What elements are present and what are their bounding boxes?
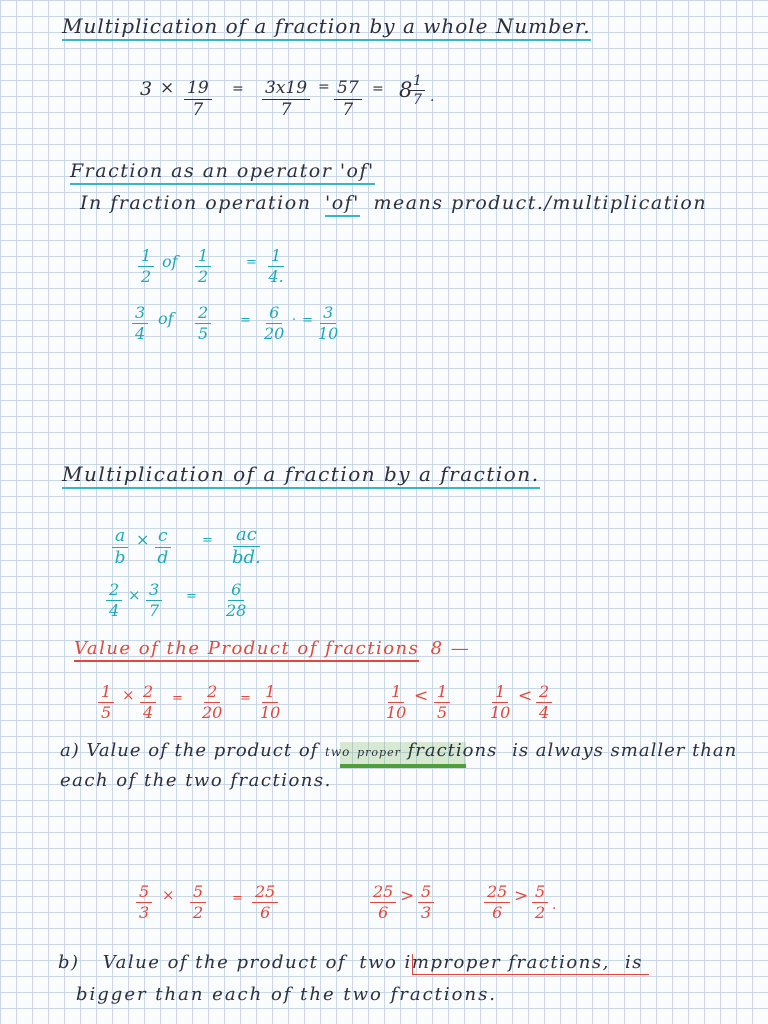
point-a-prefix: a) Value of the product of xyxy=(60,740,319,761)
period: . xyxy=(552,897,557,913)
fraction-25-6: $\frac{25}{6}$ xyxy=(252,884,278,921)
fraction-2-20: $\frac{2}{20}$ xyxy=(202,682,223,722)
fraction-3x19-7: $\frac{3x19}{7}$ xyxy=(262,80,310,119)
of-meaning-line xyxy=(80,192,707,214)
fraction-2-4: $\frac{2}{4}$ xyxy=(106,582,122,619)
fraction-1-5: $\frac{1}{5}$ xyxy=(98,684,114,721)
highlight-two: two xyxy=(325,745,351,759)
greater-than-sign: > xyxy=(400,886,415,906)
equals-sign: = xyxy=(240,313,251,328)
fraction-1-2: $\frac{1}{2}$ xyxy=(138,248,154,285)
section-title-value-of-product xyxy=(74,638,470,659)
point-b-label: b) xyxy=(58,952,80,973)
point-a-suffix: is always smaller than xyxy=(512,740,738,761)
point-a-line-2: each of the two fractions. xyxy=(60,770,332,791)
fraction-6-28: $\frac{6}{28}$ xyxy=(226,580,247,620)
fraction-6-20: $\frac{6}{20}$ xyxy=(264,303,285,343)
mixed-fraction-1-7: $\frac{1}{7}$ xyxy=(410,74,425,107)
of-meaning-end: means product./multiplication xyxy=(373,192,708,214)
whole-number: 3 xyxy=(140,78,153,100)
fraction-1-10: $\frac{1}{10}$ xyxy=(386,682,407,722)
fraction-3-4: $\frac{3}{4}$ xyxy=(132,305,148,342)
fraction-2-4: $\frac{2}{4}$ xyxy=(536,684,552,721)
fraction-3-7: $\frac{3}{7}$ xyxy=(146,582,162,619)
times-sign: × xyxy=(136,530,150,549)
equals-sign: = xyxy=(246,255,257,270)
fraction-a-b: $\frac{a}{b}$ xyxy=(112,528,128,567)
value-product-heading: Value of the Product of fractions xyxy=(74,638,419,662)
of-keyword: 'of' xyxy=(325,192,360,217)
of-meaning-start: In fraction operation xyxy=(80,192,312,214)
times-sign: × xyxy=(160,78,175,98)
greater-than-sign: > xyxy=(514,886,529,906)
fraction-5-2: $\frac{5}{2}$ xyxy=(532,884,548,921)
fraction-3-10: $\frac{3}{10}$ xyxy=(318,303,339,343)
fraction-57-7: $\frac{57}{7}$ xyxy=(334,80,362,119)
fraction-ac-bd: $\frac{ac}{bd.}$ xyxy=(232,524,261,568)
equals-sign: = xyxy=(172,691,183,706)
point-a-line-1 xyxy=(60,740,737,761)
point-b-suffix: is xyxy=(625,952,644,973)
point-b-line-2: bigger than each of the two fractions. xyxy=(76,984,498,1005)
fraction-2-4: $\frac{2}{4}$ xyxy=(140,684,156,721)
fraction-5-3: $\frac{5}{3}$ xyxy=(136,884,152,921)
fraction-1-5: $\frac{1}{5}$ xyxy=(434,684,450,721)
equals-sign: = xyxy=(202,533,213,548)
equals-sign: = xyxy=(186,589,197,604)
point-b-prefix: Value of the product of xyxy=(102,952,347,973)
fraction-25-6: $\frac{25}{6}$ xyxy=(484,884,510,921)
fraction-2-5: $\frac{2}{5}$ xyxy=(195,305,211,342)
equals-sign: = xyxy=(372,81,384,97)
mixed-whole: 8 xyxy=(399,78,413,102)
point-b-line-1 xyxy=(58,952,643,973)
times-sign: × xyxy=(162,886,175,904)
of-word: of xyxy=(158,309,174,328)
highlight-fractions: fractions xyxy=(407,740,498,761)
fraction-25-6: $\frac{25}{6}$ xyxy=(370,884,396,921)
section-title-operator-of: Fraction as an operator 'of' xyxy=(70,160,375,185)
equals-sign: = xyxy=(240,691,251,706)
equals-sign: = xyxy=(318,79,330,95)
period: . xyxy=(292,309,297,324)
heading-suffix: 8 — xyxy=(430,638,471,659)
fraction-19-7: $\frac{19}{7}$ xyxy=(184,80,212,119)
times-sign: × xyxy=(122,686,135,704)
equals-sign: = xyxy=(232,891,243,906)
fraction-1-10: $\frac{1}{10}$ xyxy=(260,682,281,722)
fraction-1-10: $\frac{1}{10}$ xyxy=(490,682,511,722)
fraction-5-3: $\frac{5}{3}$ xyxy=(418,884,434,921)
fraction-1-4: $\frac{1}{4.}$ xyxy=(268,246,284,286)
equals-sign: = xyxy=(302,313,313,328)
of-word: of xyxy=(162,252,178,271)
less-than-sign: < xyxy=(518,686,533,706)
fraction-1-2: $\frac{1}{2}$ xyxy=(195,248,211,285)
times-sign: × xyxy=(128,586,141,604)
highlight-proper: proper xyxy=(357,746,401,759)
section-title-fraction-by-fraction: Multiplication of a fraction by a fraction. xyxy=(62,462,540,489)
period: . xyxy=(430,89,435,105)
section-title-whole-number: Multiplication of a fraction by a whole Number. xyxy=(62,14,591,41)
equals-sign: = xyxy=(232,81,244,97)
less-than-sign: < xyxy=(414,686,429,706)
fraction-5-2: $\frac{5}{2}$ xyxy=(190,884,206,921)
fraction-c-d: $\frac{c}{d}$ xyxy=(155,528,171,567)
boxed-improper-fractions: two improper fractions, xyxy=(359,952,610,973)
